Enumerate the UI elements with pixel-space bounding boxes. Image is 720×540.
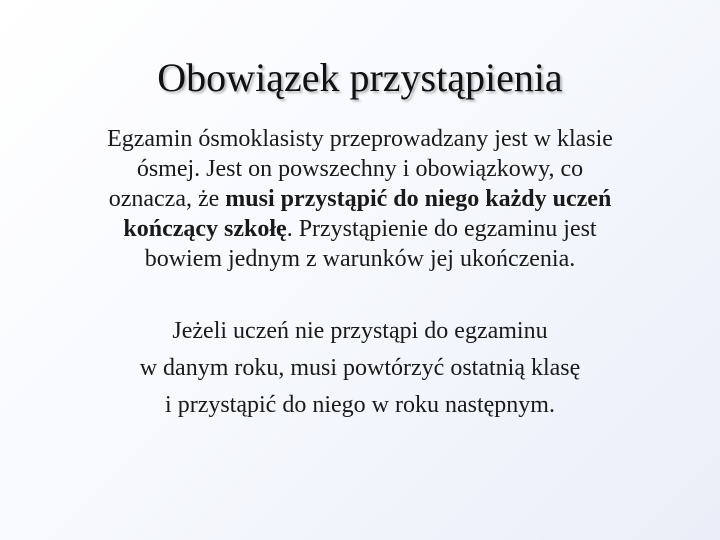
paragraph-line: bowiem jednym z warunków jej ukończenia. [144, 246, 576, 272]
bold-text: musi przystąpić do niego każdy uczeń [225, 186, 612, 212]
paragraph-line: ósmej. Jest on powszechny i obowiązkowy, co [136, 156, 584, 182]
paragraph-requirement [40, 124, 680, 274]
paragraph-line: i przystąpić do niego w roku następnym. [165, 392, 555, 418]
plain-text: oznacza, że [108, 186, 226, 212]
slide-title: Obowiązek przystąpienia [157, 55, 563, 100]
paragraph-line [40, 184, 680, 214]
paragraph-line: Jeżeli uczeń nie przystąpi do egzaminu [172, 318, 548, 344]
paragraph-consequence [40, 313, 680, 424]
paragraph-line: Egzamin ósmoklasisty przeprowadzany jest w klasie [107, 126, 613, 152]
paragraph-line: w danym roku, musi powtórzyć ostatnią klasę [139, 355, 581, 381]
bold-text: kończący szkołę [123, 216, 287, 242]
paragraph-line [40, 214, 680, 244]
plain-text: . Przystąpienie do egzaminu jest [286, 216, 597, 242]
